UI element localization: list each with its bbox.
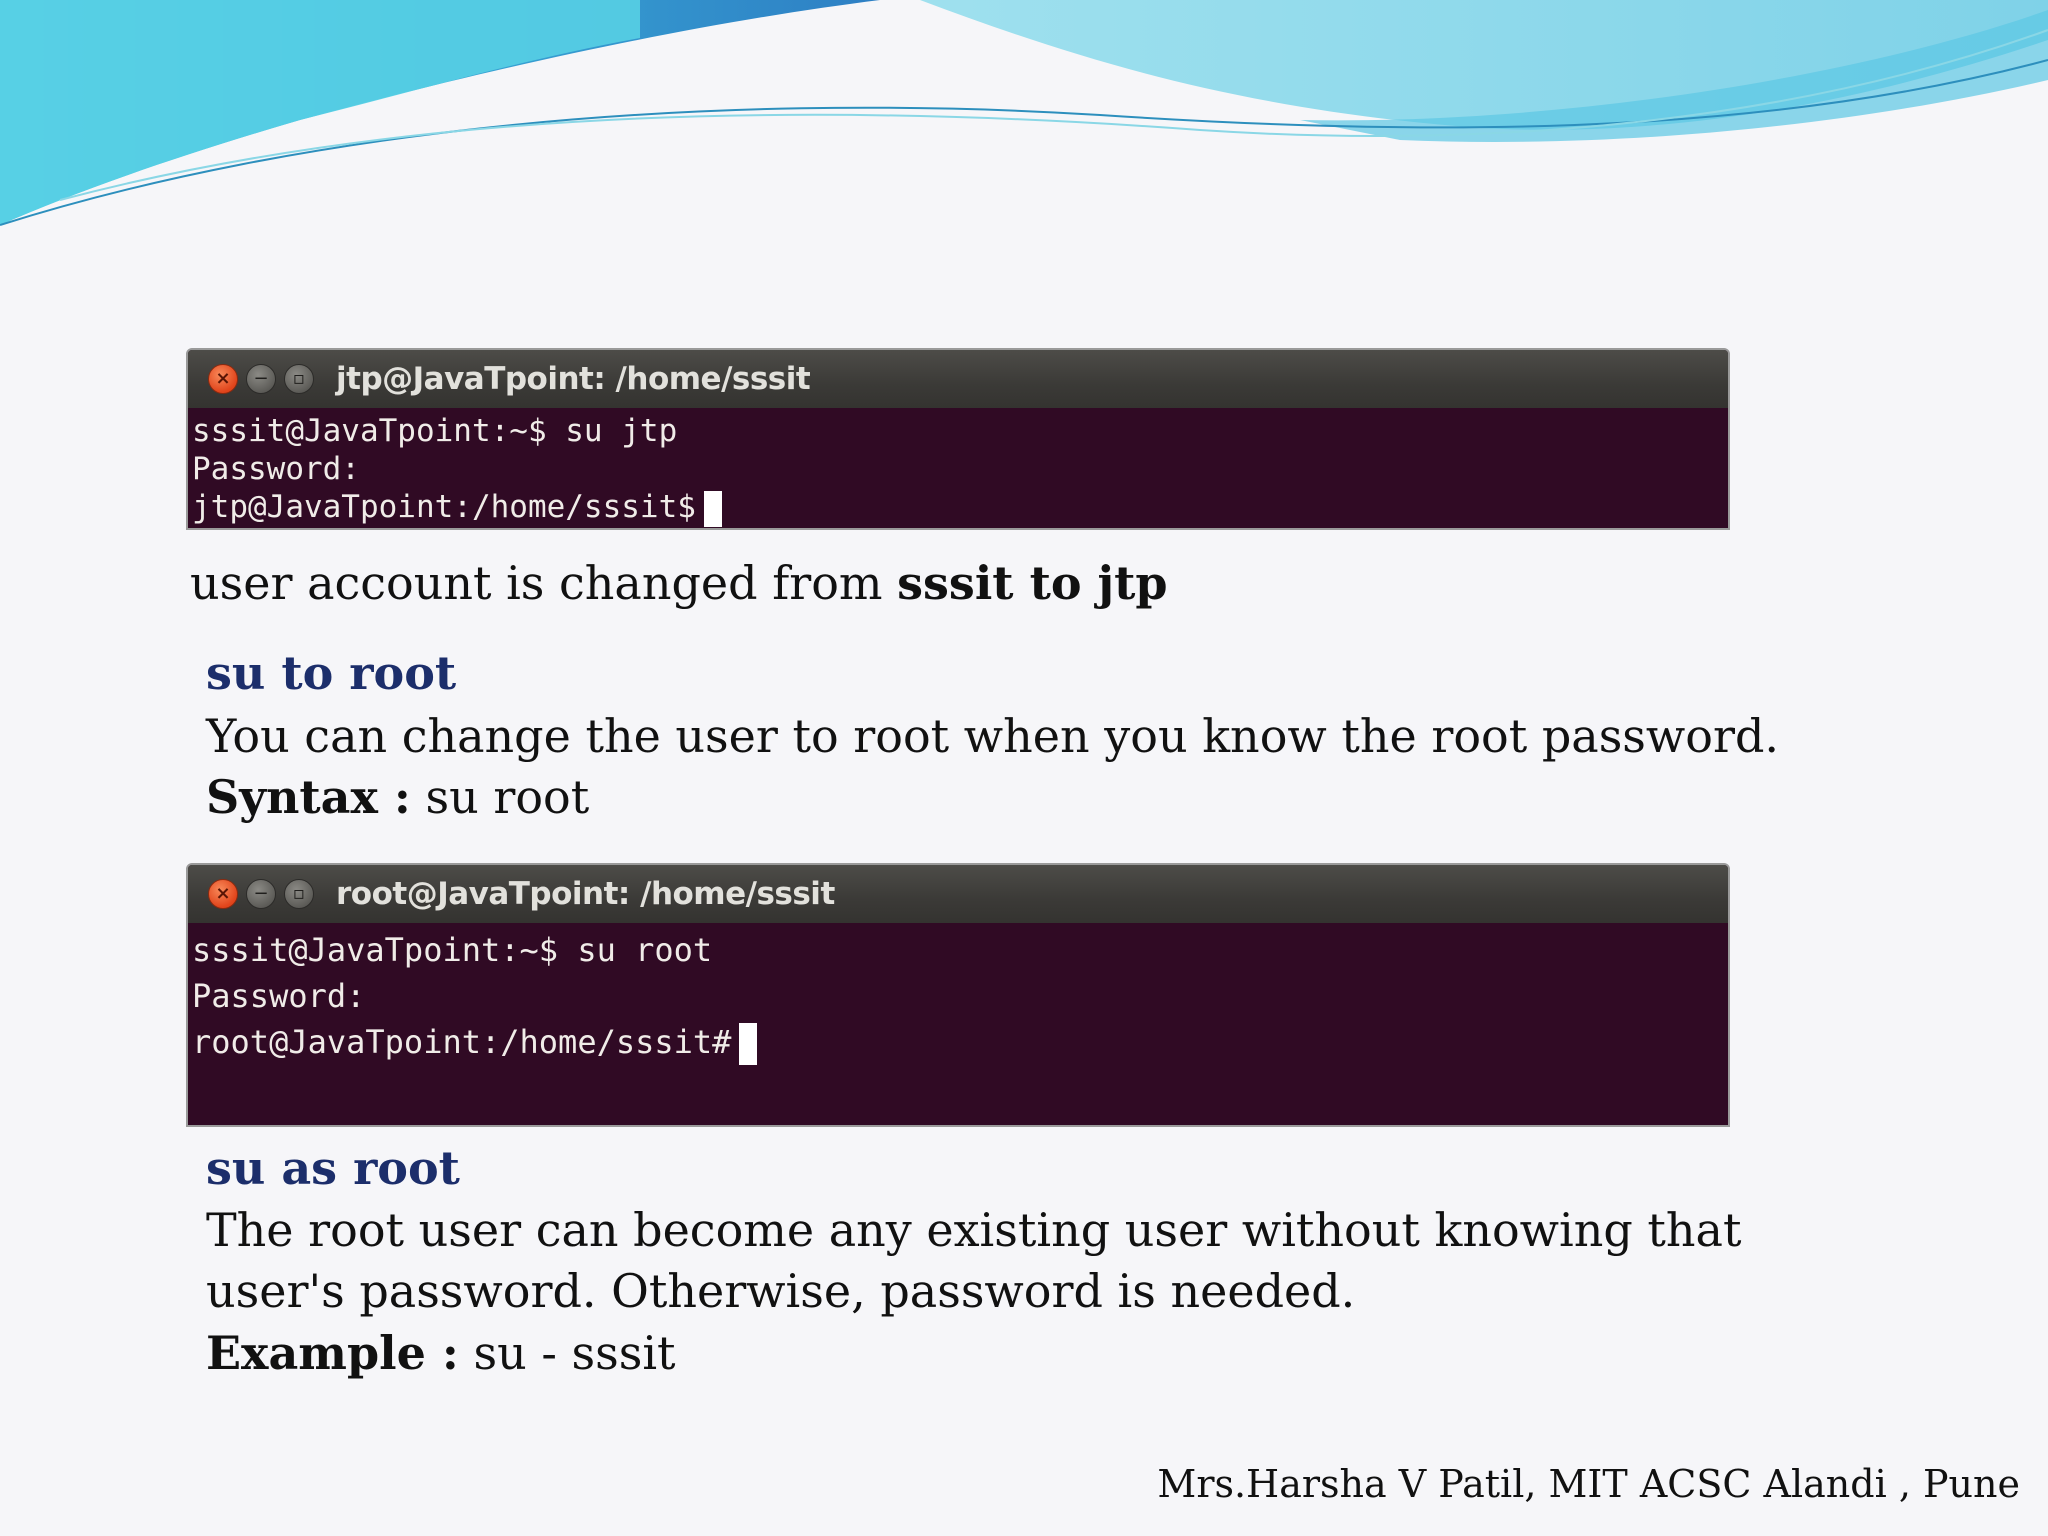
paragraph-su-as-root-line1: The root user can become any existing user without knowing that — [206, 1203, 1742, 1257]
terminal-window-su-root — [186, 863, 1730, 1127]
terminal-title: jtp@JavaTpoint: /home/sssit — [336, 361, 811, 397]
paragraph-su-to-root: You can change the user to root when you know the root password. — [206, 709, 1780, 763]
example-line — [206, 1323, 676, 1384]
terminal-titlebar — [188, 865, 1728, 923]
terminal-cursor — [704, 491, 722, 527]
maximize-icon[interactable]: ▫ — [284, 879, 314, 909]
example-label: Example : — [206, 1326, 459, 1380]
paragraph-su-as-root-line2: user's password. Otherwise, password is needed. — [206, 1264, 1356, 1318]
terminal-line: sssit@JavaTpoint:~$ su jtp — [192, 413, 678, 449]
terminal-line: Password: — [192, 977, 366, 1015]
terminal-line: sssit@JavaTpoint:~$ su root — [192, 931, 713, 969]
caption-bold-text: sssit to jtp — [897, 556, 1168, 610]
header-wave-decoration — [0, 0, 2048, 240]
terminal-prompt: root@JavaTpoint:/home/sssit# — [192, 1023, 732, 1061]
syntax-line — [206, 767, 589, 828]
minimize-icon[interactable]: − — [246, 364, 276, 394]
terminal-prompt-line — [192, 488, 1728, 527]
caption-user-changed — [190, 553, 1168, 614]
terminal-titlebar — [188, 350, 1728, 408]
close-icon[interactable]: × — [208, 364, 238, 394]
terminal-cursor — [739, 1023, 757, 1065]
terminal-output[interactable] — [188, 923, 1728, 1065]
terminal-window-su-jtp — [186, 348, 1730, 530]
footer-author: Mrs.Harsha V Patil, MIT ACSC Alandi , Pune — [1157, 1462, 2020, 1506]
terminal-output[interactable] — [188, 408, 1728, 527]
heading-su-as-root: su as root — [206, 1141, 460, 1195]
example-value: su - sssit — [458, 1326, 676, 1380]
terminal-line: Password: — [192, 451, 360, 487]
close-icon[interactable]: × — [208, 879, 238, 909]
maximize-icon[interactable]: ▫ — [284, 364, 314, 394]
minimize-icon[interactable]: − — [246, 879, 276, 909]
syntax-value: su root — [410, 770, 590, 824]
terminal-prompt-line — [192, 1019, 1728, 1065]
terminal-prompt: jtp@JavaTpoint:/home/sssit$ — [192, 489, 696, 525]
caption-text: user account is changed from — [190, 556, 898, 610]
syntax-label: Syntax : — [206, 770, 411, 824]
terminal-title: root@JavaTpoint: /home/sssit — [336, 876, 835, 912]
heading-su-to-root: su to root — [206, 646, 457, 700]
